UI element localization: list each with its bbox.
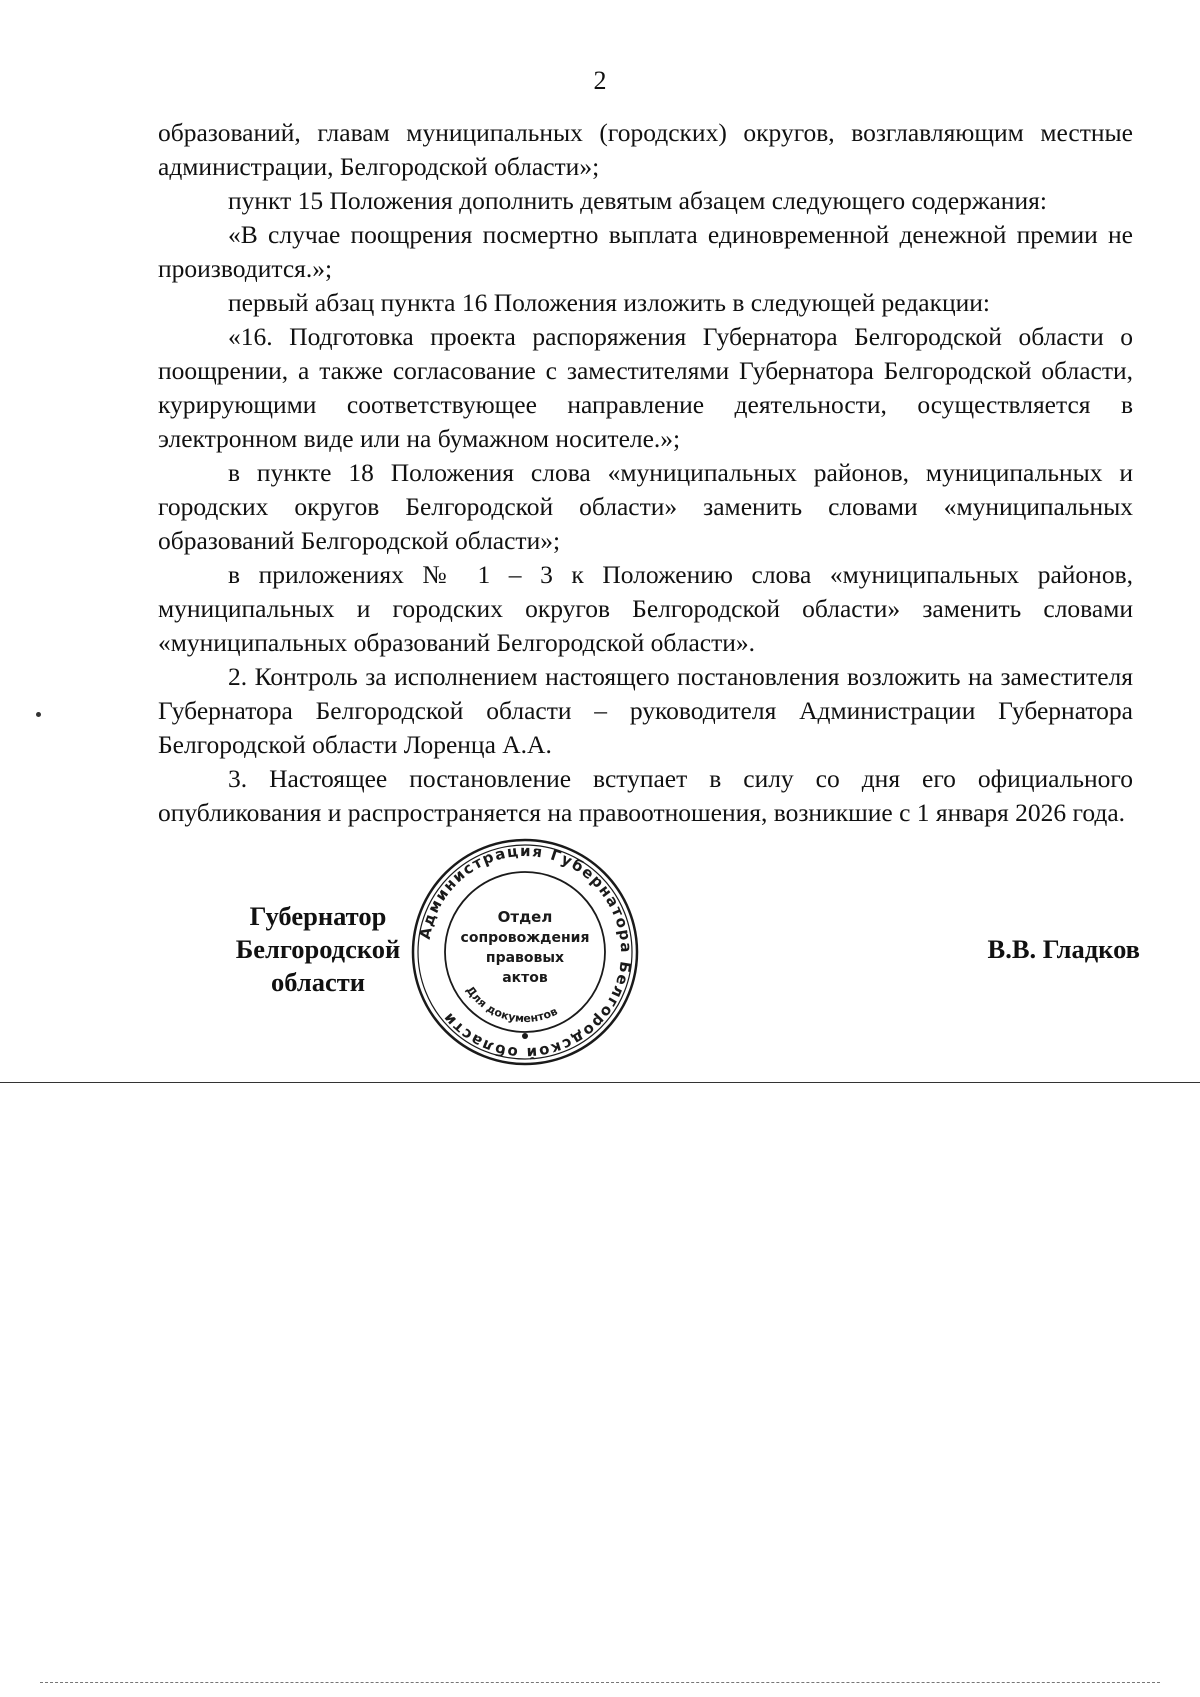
paragraph-3: «В случае поощрения посмертно выплата единовременной денежной премии не производится.»; [158, 220, 1133, 283]
horizontal-rule [0, 1082, 1200, 1083]
paragraph-6: в пункте 18 Положения слова «муниципальных районов, муниципальных и городских округов Белгородской области» заменить словами «муниципальных образований Белгородской области»; [158, 458, 1133, 555]
stamp-center-line-4: актов [502, 970, 548, 986]
paragraph-4: первый абзац пункта 16 Положения изложить в следующей редакции: [228, 288, 990, 317]
signatory-title-line-1: Губернатор [249, 901, 387, 931]
scan-speck [36, 712, 41, 717]
signatory-name: В.В. Гладков [987, 934, 1140, 964]
official-seal-stamp [405, 832, 645, 1072]
stamp-center-text [461, 908, 590, 986]
stamp-inner-text: Для документов [463, 983, 560, 1026]
bottom-dashed-line [40, 1682, 1160, 1683]
paragraph-7: в приложениях № 1 – 3 к Положению слова «муниципальных районов, муниципальных и городских округов Белгородской области» заменить словами «муниципальных образований Белгородской области». [158, 560, 1133, 657]
stamp-center-line-3: правовых [485, 950, 565, 966]
paragraph-5: «16. Подготовка проекта распоряжения Губернатора Белгородской области о поощрении, а также согласование с заместителями Губернатора Белгородской области, курирующими соответствующее направление деятельности, осуществляется в электронном виде или на бумажном носителе.»; [158, 322, 1133, 453]
document-body [158, 116, 1133, 830]
paragraph-9: 3. Настоящее постановление вступает в силу со дня его официального опубликования и распространяется на правоотношения, возникшие с 1 января 2026 года. [158, 764, 1133, 827]
stamp-center-line-1: Отдел [497, 908, 553, 926]
stamp-outer-text: Администрация Губернатора Белгородской области [415, 841, 636, 1063]
signatory-title-line-2: Белгородской области [235, 934, 401, 997]
paragraph-8: 2. Контроль за исполнением настоящего постановления возложить на заместителя Губернатора Белгородской области – руководителя Администрации Губернатора Белгородской области Лоренца А.А. [158, 662, 1133, 759]
stamp-dot [522, 1033, 528, 1039]
paragraph-1: образований, главам муниципальных (городских) округов, возглавляющим местные администрации, Белгородской области»; [158, 118, 1133, 181]
page-number: 2 [593, 66, 607, 95]
stamp-center-line-2: сопровождения [460, 930, 590, 946]
paragraph-2: пункт 15 Положения дополнить девятым абзацем следующего содержания: [228, 186, 1047, 215]
